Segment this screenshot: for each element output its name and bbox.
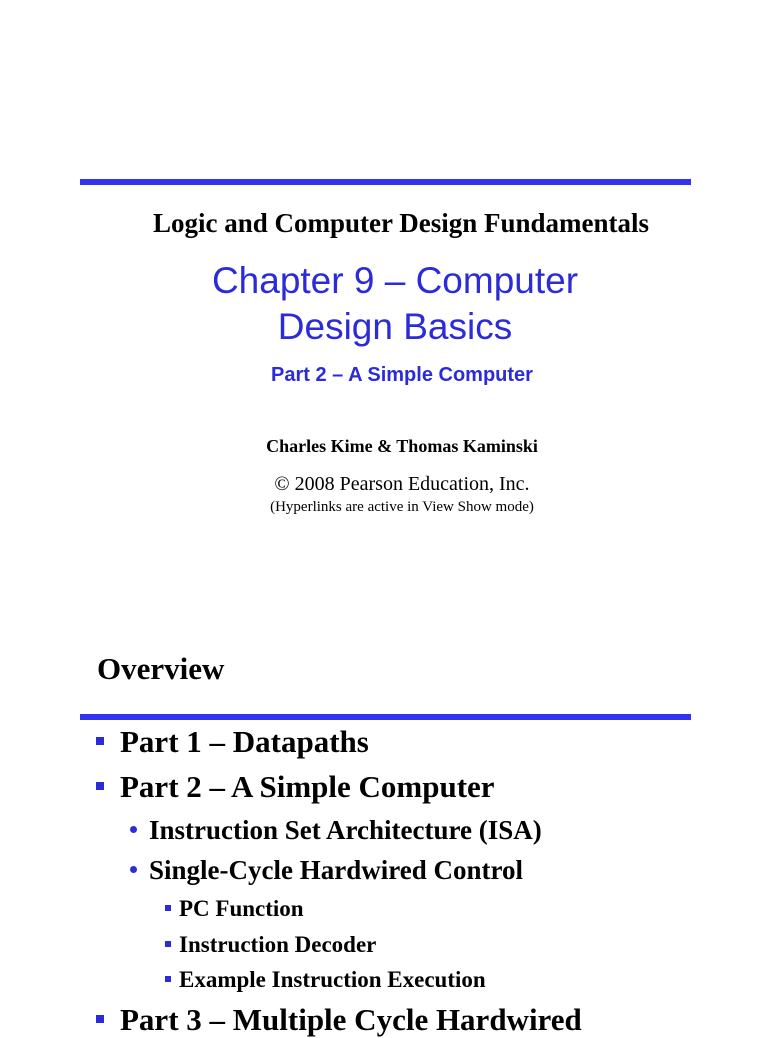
overview-accent-rule: [80, 714, 691, 720]
overview-item: [96, 769, 495, 805]
overview-item-text: Part 3 – Multiple Cycle Hardwired: [120, 1002, 582, 1037]
overview-subsubitem: [165, 932, 376, 958]
hyperlinks-note: (Hyperlinks are active in View Show mode): [270, 499, 534, 515]
overview-subsubitem-text: Example Instruction Execution: [179, 967, 486, 992]
overview-item-text: Part 1 – Datapaths: [120, 724, 369, 759]
overview-subitem: [130, 815, 542, 846]
overview-subsubitem: [165, 896, 304, 922]
chapter-title-line-2: Design Basics: [277, 306, 513, 347]
overview-subsubitem-text: Instruction Decoder: [179, 932, 377, 957]
square-bullet-icon: [96, 782, 104, 790]
round-bullet-icon: [130, 866, 137, 873]
square-bullet-icon: [165, 976, 171, 982]
chapter-title: [10, 258, 768, 350]
square-bullet-icon: [165, 905, 171, 911]
overview-subsubitem: [165, 967, 486, 993]
square-bullet-icon: [96, 737, 104, 745]
overview-title: Overview: [97, 651, 225, 686]
overview-subitem-text: Instruction Set Architecture (ISA): [149, 815, 542, 845]
overview-subitem-text: Single-Cycle Hardwired Control: [149, 855, 523, 885]
authors: Charles Kime & Thomas Kaminski: [266, 436, 538, 456]
title-accent-rule: [80, 179, 691, 185]
overview-item: [96, 724, 369, 760]
round-bullet-icon: [130, 826, 137, 833]
overview-subsubitem-text: PC Function: [179, 896, 304, 921]
part-subtitle: Part 2 – A Simple Computer: [271, 364, 533, 386]
chapter-title-line-1: Chapter 9 – Computer: [211, 260, 579, 301]
overview-subitem: [130, 855, 523, 886]
overview-item-text: Part 2 – A Simple Computer: [120, 769, 495, 804]
overview-item: [96, 1002, 582, 1038]
course-title: Logic and Computer Design Fundamentals: [152, 208, 650, 238]
square-bullet-icon: [165, 941, 171, 947]
copyright: © 2008 Pearson Education, Inc.: [274, 473, 530, 495]
square-bullet-icon: [96, 1015, 104, 1023]
